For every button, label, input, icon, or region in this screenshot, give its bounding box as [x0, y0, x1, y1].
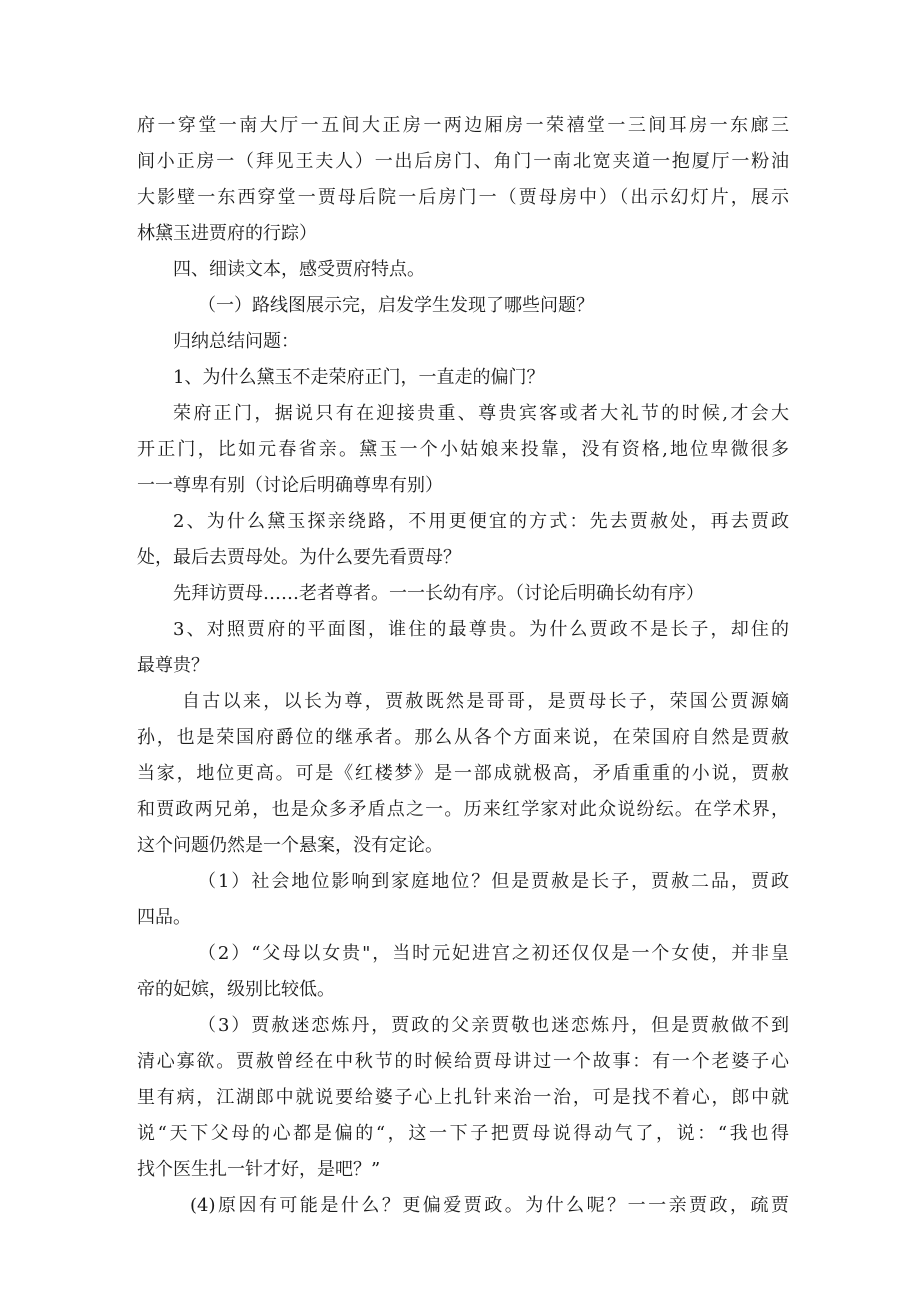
- list-item: （1）社会地位影响到家庭地位？但是贾赦是长子，贾赦二品，贾政: [198, 871, 789, 892]
- text-line: 四品。: [137, 907, 191, 928]
- list-item: (4)原因有可能是什么？更偏爱贾政。为什么呢？一一亲贾政，疏贾: [190, 1195, 789, 1216]
- question-item: 1、为什么黛玉不走荣府正门，一直走的偏门？: [173, 367, 545, 388]
- text-line: 说“天下父母的心都是偏的“，这一下子把贾母说得动气了，说：“我也得: [137, 1123, 789, 1144]
- text-line: 府一穿堂一南大厅一五间大正房一两边厢房一荣禧堂一三间耳房一东廊三: [137, 115, 789, 136]
- text-line: 先拜访贾母……老者尊者。一一长幼有序。（讨论后明确长幼有序）: [173, 583, 704, 604]
- subsection-heading: （一）路线图展示完，启发学生发现了哪些问题？: [198, 295, 594, 316]
- section-heading: 四、细读文本，感受贾府特点。: [173, 259, 425, 280]
- text-line: 荣府正门，据说只有在迎接贵重、尊贵宾客或者大礼节的时候,才会大: [173, 403, 789, 424]
- text-line: 归纳总结问题：: [173, 331, 299, 352]
- text-line: 一一尊卑有别（讨论后明确尊卑有别）: [137, 475, 443, 496]
- text-line: 当家，地位更高。可是《红楼梦》是一部成就极高，矛盾重重的小说，贾赦: [137, 763, 789, 784]
- text-line: 和贾政两兄弟，也是众多矛盾点之一。历来红学家对此众说纷纭。在学术界，: [137, 799, 789, 820]
- text-line: 间小正房一（拜见王夫人）一出后房门、角门一南北宽夹道一抱厦厅一粉油: [137, 151, 789, 172]
- question-item: 2、为什么黛玉探亲绕路，不用更便宜的方式：先去贾赦处，再去贾政: [173, 511, 789, 532]
- question-item: 3、对照贾府的平面图，谁住的最尊贵。为什么贾政不是长子，却住的: [173, 619, 789, 640]
- text-line: 孙，也是荣国府爵位的继承者。那么从各个方面来说，在荣国府自然是贾赦: [137, 727, 789, 748]
- text-line: 处，最后去贾母处。为什么要先看贾母？: [137, 547, 461, 568]
- list-item: （3）贾赦迷恋炼丹，贾政的父亲贾敬也迷恋炼丹，但是贾赦做不到: [198, 1015, 789, 1036]
- list-item: （2）“父母以女贵"，当时元妃进宫之初还仅仅是一个女使，并非皇: [198, 943, 789, 964]
- text-line: 大影壁一东西穿堂一贾母后院一后房门一（贾母房中）（出示幻灯片，展示: [137, 187, 789, 208]
- text-line: 最尊贵？: [137, 655, 209, 676]
- text-line: 里有病，江湖郎中就说要给婆子心上扎针来治一治，可是找不着心，郎中就: [137, 1087, 789, 1108]
- text-line: 林黛玉进贾府的行踪）: [137, 223, 317, 244]
- text-line: 找个医生扎一针才好，是吧？”: [137, 1159, 381, 1180]
- text-line: 这个问题仍然是一个悬案，没有定论。: [137, 835, 443, 856]
- text-line: 清心寡欲。贾赦曾经在中秋节的时候给贾母讲过一个故事：有一个老婆子心: [137, 1051, 789, 1072]
- text-line: 帝的妃嫔，级别比较低。: [137, 979, 335, 1000]
- text-line: 开正门，比如元春省亲。黛玉一个小姑娘来投靠，没有资格,地位卑微很多: [137, 439, 789, 460]
- text-line: 自古以来，以长为尊，贾赦既然是哥哥，是贾母长子，荣国公贾源嫡: [182, 691, 789, 712]
